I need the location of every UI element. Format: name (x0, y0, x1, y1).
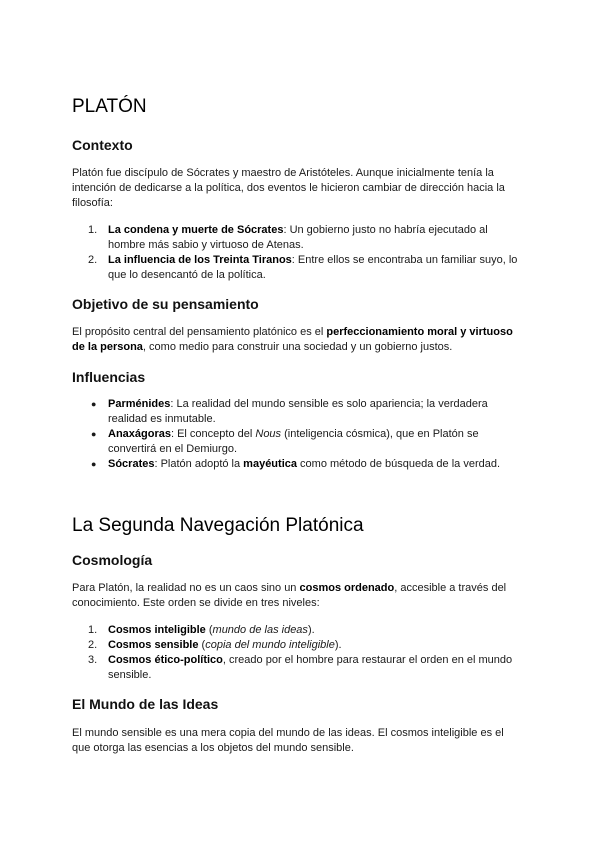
bullet-icon: ● (91, 399, 97, 409)
list-item-bold: Anaxágoras (108, 428, 171, 440)
list-marker: 1. (88, 624, 98, 636)
contexto-paragraph: Platón fue discípulo de Sócrates y maestro de Aristóteles. Aunque inicialmente tenía la intención de dedicarse a la política, dos eventos le hicieron cambiar de dirección hacia la filosofía: (72, 167, 505, 209)
objetivo-text-post: , como medio para construir una sociedad y un gobierno justos. (142, 341, 453, 353)
section-heading-cosmologia: Cosmología (72, 552, 153, 568)
list-item (91, 457, 524, 472)
list-item-text-post: ). (307, 624, 315, 636)
list-item-italic: copia del mundo inteligible (205, 639, 335, 651)
list-item (91, 397, 524, 427)
list-marker: 3. (88, 654, 98, 666)
objetivo-text-pre: El propósito central del pensamiento platónico es el (72, 326, 327, 338)
list-item-bold: Cosmos inteligible (108, 624, 206, 636)
list-item-text: como método de búsqueda de la verdad. (296, 458, 501, 470)
list-item (88, 653, 524, 683)
list-item-text: : Entre ellos se encontraba un familiar suyo, lo que lo desencantó de la política. (108, 254, 518, 281)
objetivo-paragraph (72, 325, 524, 355)
mundo-ideas-paragraph: El mundo sensible es una mera copia del mundo de las ideas. El cosmos inteligible es el que otorga las esencias a los objetos del mundo sensible. (72, 727, 504, 754)
list-item-text: : Un gobierno justo no habría ejecutado al hombre más sabio y virtuoso de Atenas. (108, 224, 488, 251)
list-item-italic: Nous (255, 428, 282, 440)
list-item (88, 623, 524, 638)
list-marker: 2. (88, 254, 98, 266)
list-item-bold: Cosmos sensible (108, 639, 199, 651)
objetivo-bold: perfeccionamiento moral y virtuoso de la persona (72, 326, 513, 353)
list-item (88, 253, 524, 283)
list-item-text-pre: : Platón adoptó la (154, 458, 244, 470)
list-item-text-pre: ( (205, 624, 213, 636)
list-item-bold: La influencia de los Treinta Tiranos (108, 254, 292, 266)
list-marker: 2. (88, 639, 98, 651)
list-item-text: , creado por el hombre para restaurar el orden en el mundo sensible. (108, 654, 513, 681)
list-item (88, 223, 524, 253)
list-item (88, 638, 524, 653)
list-item-bold: Parménides (108, 398, 171, 410)
list-item-bold: Cosmos ético-político (108, 654, 223, 666)
section-heading-contexto: Contexto (72, 137, 133, 153)
list-item (91, 427, 524, 457)
list-item-text-post: ). (334, 639, 342, 651)
list-marker: 1. (88, 224, 98, 236)
list-item-text-pre: ( (198, 639, 206, 651)
list-item-text: (inteligencia cósmica), que en Platón se convertirá en el Demiurgo. (108, 428, 479, 455)
list-item-bold: La condena y muerte de Sócrates (108, 224, 284, 236)
cosmologia-text-pre: Para Platón, la realidad no es un caos sino un (72, 582, 300, 594)
section-title-segunda-navegacion: La Segunda Navegación Platónica (72, 515, 364, 536)
list-item-text: : La realidad del mundo sensible es solo apariencia; la verdadera realidad es inmutable. (108, 398, 488, 425)
list-item-bold-inline: mayéutica (243, 458, 297, 470)
list-item-text-pre: : El concepto del (170, 428, 256, 440)
page-title: PLATÓN (72, 96, 147, 117)
bullet-icon: ● (91, 429, 97, 439)
cosmologia-text-post: , accesible a través del conocimiento. Este orden se divide en tres niveles: (72, 582, 507, 609)
section-heading-objetivo: Objetivo de su pensamiento (72, 296, 259, 312)
cosmologia-paragraph (72, 581, 524, 611)
list-item-italic: mundo de las ideas (212, 624, 308, 636)
cosmologia-bold: cosmos ordenado (299, 582, 395, 594)
section-heading-influencias: Influencias (72, 369, 146, 385)
bullet-icon: ● (91, 459, 97, 469)
section-heading-mundo-ideas: El Mundo de las Ideas (72, 696, 219, 712)
list-item-bold: Sócrates (108, 458, 155, 470)
